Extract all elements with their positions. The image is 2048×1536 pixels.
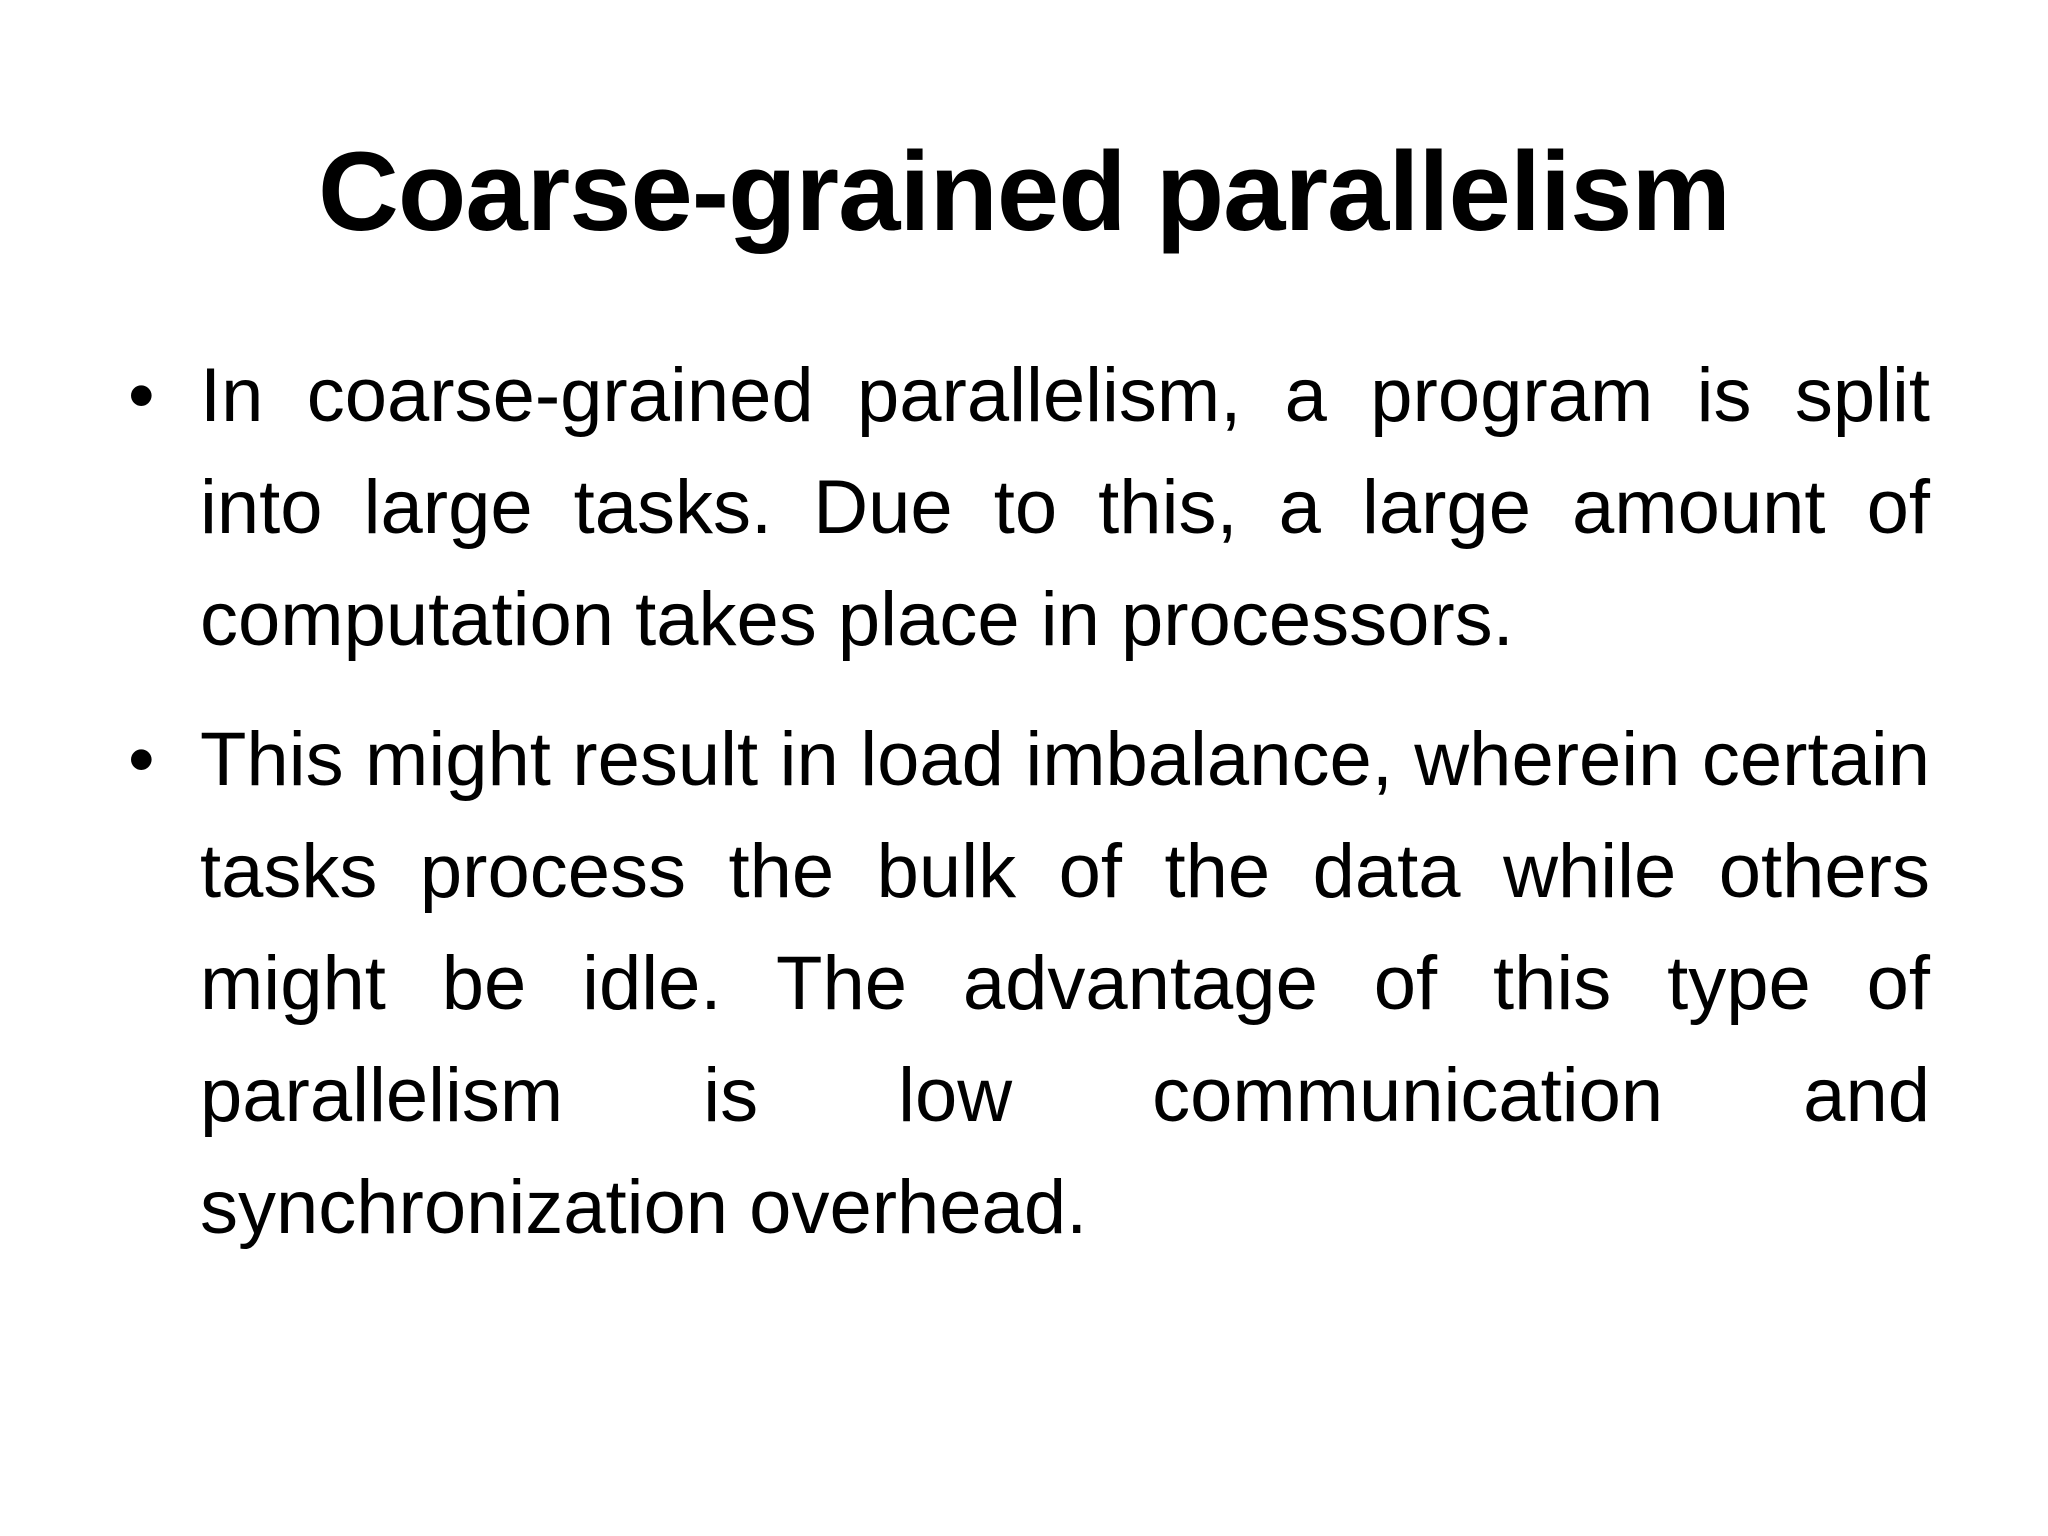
bullet-item-1 [120, 340, 1930, 676]
bullet-dot-icon: • [128, 353, 155, 438]
bullet-dot-icon: • [128, 717, 155, 802]
bullet-item-2 [120, 704, 1930, 1264]
slide-title: Coarse-grained parallelism [318, 129, 1730, 254]
bullet-text-2: This might result in load imbalance, wherein certain tasks process the bulk of the data while others might be idle. The advantage of this type of parallelism is low communication and synchronization overhead. [200, 717, 1930, 1250]
bullet-text-1: In coarse-grained parallelism, a program is split into large tasks. Due to this, a large amount of computation takes place in processors. [200, 353, 1930, 662]
bullet-list [120, 340, 1930, 1292]
